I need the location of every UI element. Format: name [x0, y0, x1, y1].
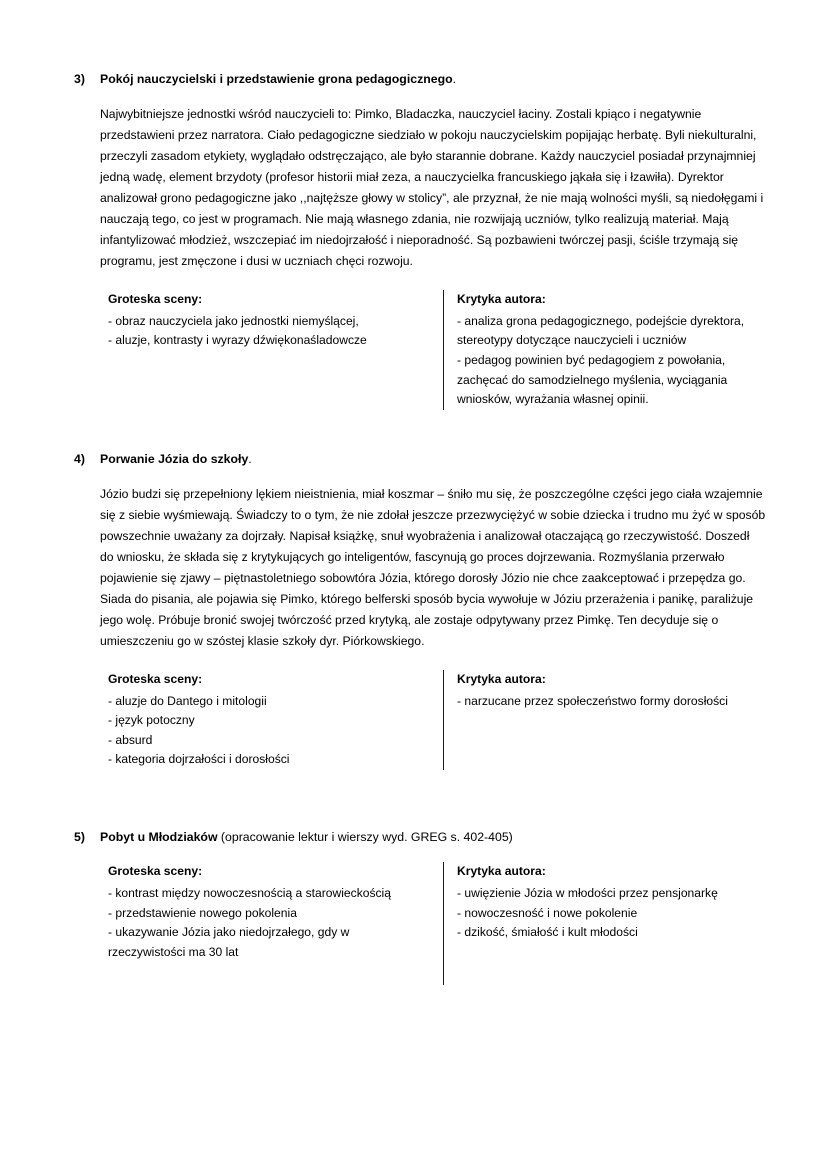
grotesque-line: - aluzje, kontrasty i wyrazy dźwiękonaśladowcze [108, 333, 367, 348]
grotesque-line: - aluzje do Dantego i mitologii [108, 693, 267, 708]
section-spacer [74, 770, 766, 828]
section-4-heading [74, 450, 766, 468]
critique-line: - pedagog powinien być pedagogiem z powołania, zachęcać do samodzielnego myślenia, wyciągania wniosków, wyrażania własnej opinii. [457, 353, 731, 407]
grotesque-line: - język potoczny [108, 713, 195, 728]
section-3-number: 3) [74, 72, 85, 86]
grotesque-line: - kategoria dojrzałości i dorosłości [108, 752, 290, 767]
section-4-paragraph: Józio budzi się przepełniony lękiem nieistnienia, miał koszmar – śniło mu się, że poszczególne części jego ciała wzajemnie się z siebie wyśmiewają. Świadczy to o tym, że nie zdołał jeszcze przezwyciężyć w sobie dziecka i trudno mu żyć w sposób powszechnie uważany za dojrzały. Napisał książkę, snuł wyobrażenia i analizował otaczającą go rzeczywistość. Doszedł do wniosku, że składa się z krytykujących go inteligentów, fascynują go proces dojrzewania. Rozmyślania przerwało pojawienie się zjawy – piętnastoletniego sobowtóra Józia, którego dorosły Józio nie chce zaakceptować i przepędza go. Siada do pisania, ale pojawia się Pimko, którego belferski sposób bycia wywołuje w Józiu przerażenia i panikę, paraliżuje jego wolę. Próbuje bronić swojej twórczość przed krytyką, ale zostaje odpytywany przez Pimkę. Ten decyduje się o umieszczeniu go w szóstej klasie szkoły dyr. Piórkowskiego. [100, 487, 766, 649]
section-4-grotesque-column [108, 670, 443, 770]
section-5 [74, 828, 766, 985]
column-rule-extension [457, 711, 768, 725]
section-5-number: 5) [74, 829, 85, 844]
section-3 [74, 70, 766, 410]
column-rule-extension [457, 971, 768, 985]
section-3-title [100, 70, 456, 88]
section-4-number: 4) [74, 451, 85, 466]
grotesque-title: Groteska sceny: [108, 864, 203, 879]
section-5-table [108, 862, 766, 984]
section-4-table [108, 670, 766, 770]
section-4-critique-column [443, 670, 768, 770]
section-5-grotesque-column [108, 862, 443, 984]
section-4-title [100, 450, 252, 468]
section-5-critique-column [443, 862, 768, 984]
section-3-grotesque-column [108, 290, 443, 409]
section-4-title-suffix: . [248, 451, 252, 466]
section-5-title-text: Pobyt u Młodziaków [100, 829, 218, 844]
grotesque-title: Groteska sceny: [108, 672, 203, 687]
critique-line: - uwięzienie Józia w młodości przez pensjonarkę [457, 886, 718, 900]
grotesque-title: Groteska sceny: [108, 292, 203, 307]
column-rule-extension [457, 739, 768, 753]
critique-title: Krytyka autora: [457, 672, 546, 687]
section-3-table [108, 290, 766, 409]
column-rule-extension [457, 957, 768, 971]
critique-line: - nowoczesność i nowe pokolenie [457, 905, 638, 920]
column-rule-extension [457, 943, 768, 957]
section-5-title [100, 828, 513, 846]
critique-line: - dzikość, śmiałość i kult młodości [457, 925, 638, 940]
grotesque-line: - kontrast między nowoczesnością a starowieckością [108, 886, 391, 900]
critique-title: Krytyka autora: [457, 292, 546, 307]
section-3-critique-column [443, 290, 768, 409]
grotesque-line: - przedstawienie nowego pokolenia [108, 905, 297, 920]
grotesque-line: - absurd [108, 732, 153, 747]
grotesque-line: - ukazywanie Józia jako niedojrzałego, gdy w rzeczywistości ma 30 lat [108, 925, 353, 959]
grotesque-line: - obraz nauczyciela jako jednostki niemyślącej, [108, 313, 359, 328]
section-3-heading [74, 70, 766, 88]
column-rule-extension [457, 725, 768, 739]
section-4-title-text: Porwanie Józia do szkoły [100, 451, 249, 466]
critique-title: Krytyka autora: [457, 864, 546, 879]
critique-line: - narzucane przez społeczeństwo formy dorosłości [457, 693, 728, 708]
section-3-paragraph: Najwybitniejsze jednostki wśród nauczycieli to: Pimko, Bladaczka, nauczyciel łaciny. Zostali kpiąco i negatywnie przedstawieni przez narratora. Ciało pedagogiczne siedziało w pokoju nauczycielskim popijając herbatę. Byli niekulturalni, przeczyli zasadom etykiety, wyglądało odstręczająco, ale było starannie dobrane. Każdy nauczyciel posiadał przynajmniej jedną wadę, element brzydoty (profesor historii miał zeza, a nauczycielka francuskiego jąkała się i łzawiła). Dyrektor analizował grono pedagogiczne jako ,,najtęższe głowy w stolicy”, ale przyznał, że nie mają wolności myśli, są niedołęgami i nauczają tego, co jest w programach. Nie mają własnego zdania, nie rozwijają uczniów, tylko realizują materiał. Mają infantylizować młodzież, wszczepiać im niedojrzałość i nieporadność. Są pozbawieni twórczej pasji, ściśle trzymają się programu, jest zmęczone i dusi w uczniach chęci rozwoju. [100, 107, 764, 269]
section-3-title-text: Pokój nauczycielski i przedstawienie grona pedagogicznego [100, 72, 453, 86]
section-4 [74, 450, 766, 770]
section-3-title-suffix: . [452, 72, 457, 86]
section-5-title-suffix: (opracowanie lektur i wierszy wyd. GREG s. 402-405) [217, 829, 513, 844]
critique-line: - analiza grona pedagogicznego, podejście dyrektora, stereotypy dotyczące nauczycieli i uczniów [457, 313, 748, 348]
section-spacer [74, 410, 766, 450]
section-5-heading [74, 828, 766, 846]
